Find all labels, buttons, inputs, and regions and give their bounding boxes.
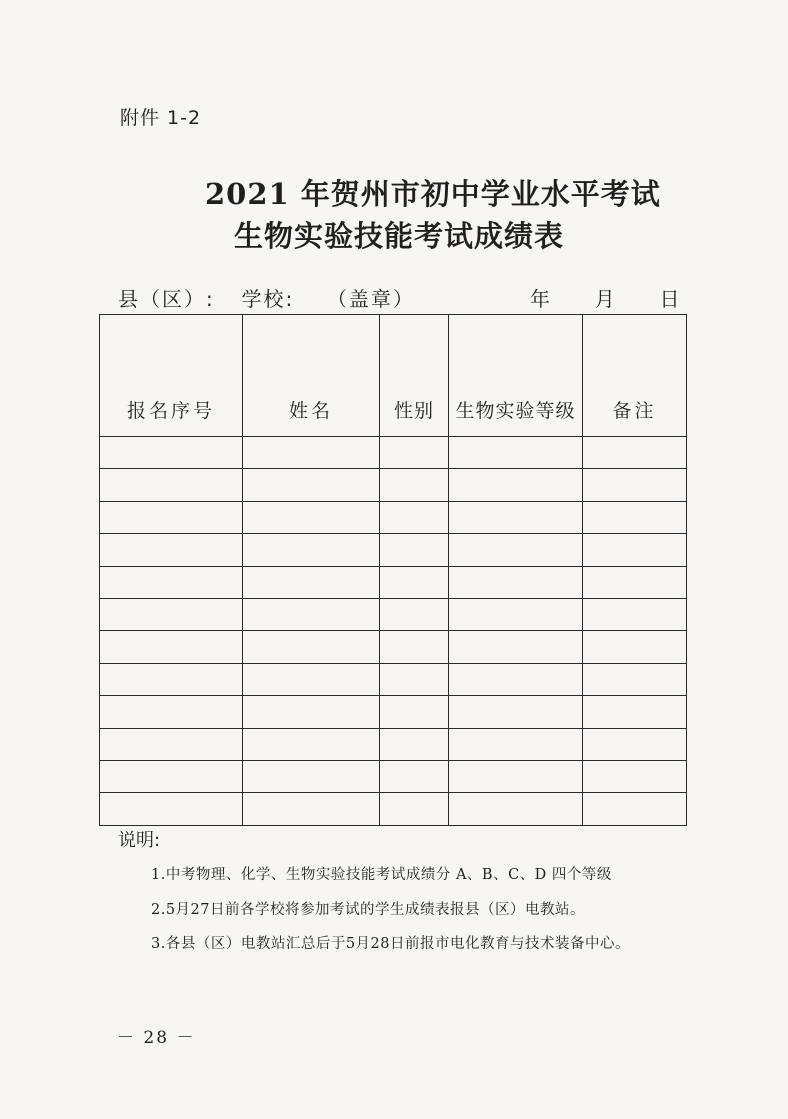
header-name: 姓名 <box>243 315 380 437</box>
table-row <box>100 566 687 598</box>
attachment-label: 附件 1-2 <box>120 107 202 129</box>
table-row <box>100 728 687 760</box>
table-cell[interactable] <box>583 793 687 825</box>
table-cell[interactable] <box>100 534 243 566</box>
table-cell[interactable] <box>100 469 243 501</box>
table-cell[interactable] <box>243 437 380 469</box>
table-cell[interactable] <box>583 437 687 469</box>
table-header-row <box>100 315 687 437</box>
table-cell[interactable] <box>449 501 583 533</box>
table-cell[interactable] <box>100 696 243 728</box>
table-cell[interactable] <box>380 598 449 630</box>
table-cell[interactable] <box>100 793 243 825</box>
table-cell[interactable] <box>449 631 583 663</box>
table-cell[interactable] <box>380 663 449 695</box>
grade-table <box>99 314 687 826</box>
table-cell[interactable] <box>449 598 583 630</box>
table-cell[interactable] <box>380 631 449 663</box>
year-label: 年 <box>530 287 552 311</box>
table-cell[interactable] <box>380 534 449 566</box>
table-row <box>100 631 687 663</box>
table-cell[interactable] <box>100 598 243 630</box>
table-cell[interactable] <box>100 631 243 663</box>
table-row <box>100 598 687 630</box>
table-cell[interactable] <box>449 760 583 792</box>
table-cell[interactable] <box>380 793 449 825</box>
table-row <box>100 663 687 695</box>
table-cell[interactable] <box>100 663 243 695</box>
table-cell[interactable] <box>100 501 243 533</box>
table-cell[interactable] <box>449 437 583 469</box>
table-row <box>100 696 687 728</box>
table-cell[interactable] <box>583 760 687 792</box>
table-cell[interactable] <box>449 793 583 825</box>
note-item: 1.中考物理、化学、生物实验技能考试成绩分 A、B、C、D 四个等级 <box>151 867 612 883</box>
note-item: 2.5月27日前各学校将参加考试的学生成绩表报县（区）电教站。 <box>151 902 586 918</box>
table-cell[interactable] <box>583 469 687 501</box>
seal-label: （盖章） <box>326 287 415 311</box>
table-cell[interactable] <box>380 728 449 760</box>
table-cell[interactable] <box>243 728 380 760</box>
document-title-line-2: 生物实验技能考试成绩表 <box>234 219 565 253</box>
table-cell[interactable] <box>243 598 380 630</box>
table-cell[interactable] <box>583 501 687 533</box>
school-label: 学校: <box>241 287 295 311</box>
county-label: 县（区）: <box>118 287 215 311</box>
table-cell[interactable] <box>583 566 687 598</box>
form-meta-date <box>530 283 681 312</box>
table-cell[interactable] <box>243 534 380 566</box>
note-item: 3.各县（区）电教站汇总后于5月28日前报市电化教育与技术装备中心。 <box>151 936 631 952</box>
table-cell[interactable] <box>449 534 583 566</box>
table-cell[interactable] <box>243 631 380 663</box>
table-cell[interactable] <box>449 696 583 728</box>
table-cell[interactable] <box>380 501 449 533</box>
header-gender: 性别 <box>380 315 449 437</box>
header-registration-number: 报名序号 <box>100 315 243 437</box>
table-cell[interactable] <box>583 631 687 663</box>
document-title-line-1: 2021 年贺州市初中学业水平考试 <box>205 177 661 211</box>
table-cell[interactable] <box>243 566 380 598</box>
table-cell[interactable] <box>243 760 380 792</box>
table-row <box>100 437 687 469</box>
table-cell[interactable] <box>243 793 380 825</box>
table-row <box>100 501 687 533</box>
table-cell[interactable] <box>583 598 687 630</box>
month-label: 月 <box>594 287 617 311</box>
header-remarks: 备注 <box>583 315 687 437</box>
table-cell[interactable] <box>243 469 380 501</box>
table-cell[interactable] <box>380 469 449 501</box>
table-row <box>100 469 687 501</box>
table-cell[interactable] <box>100 728 243 760</box>
table-cell[interactable] <box>100 437 243 469</box>
table-cell[interactable] <box>243 696 380 728</box>
table-cell[interactable] <box>449 566 583 598</box>
form-meta-school <box>118 283 415 312</box>
table-cell[interactable] <box>380 696 449 728</box>
table-cell[interactable] <box>583 534 687 566</box>
table-cell[interactable] <box>449 728 583 760</box>
table-cell[interactable] <box>380 566 449 598</box>
table-cell[interactable] <box>100 566 243 598</box>
table-cell[interactable] <box>380 437 449 469</box>
notes-title: 说明: <box>118 830 161 851</box>
table-row <box>100 534 687 566</box>
table-row <box>100 760 687 792</box>
day-label: 日 <box>659 287 682 311</box>
table-cell[interactable] <box>380 760 449 792</box>
table-cell[interactable] <box>243 501 380 533</box>
table-cell[interactable] <box>449 469 583 501</box>
table-row <box>100 793 687 825</box>
table-body <box>100 437 687 826</box>
table-cell[interactable] <box>243 663 380 695</box>
table-cell[interactable] <box>449 663 583 695</box>
page-number: － 28 － <box>117 1028 196 1048</box>
table-cell[interactable] <box>583 728 687 760</box>
table-cell[interactable] <box>100 760 243 792</box>
table-cell[interactable] <box>583 696 687 728</box>
header-biology-grade: 生物实验等级 <box>449 315 583 437</box>
table-cell[interactable] <box>583 663 687 695</box>
